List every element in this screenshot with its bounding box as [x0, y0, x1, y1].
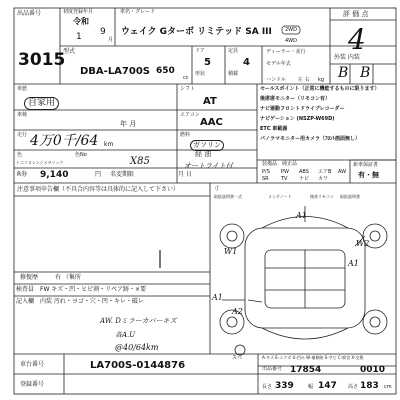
- reg-month: 9: [100, 27, 106, 37]
- lot-number: 3015: [18, 50, 66, 70]
- entry-items: 内装 汚れ・ヨゴ・穴・凹・キレ・破レ: [40, 298, 144, 305]
- damage-legend: A-キズ E-エクボ U-凹み W-補修跡 S-サビ C-腐食 X-交換: [262, 355, 364, 360]
- entry-label: 記入欄: [16, 298, 35, 305]
- chassis-number: LA700S-0144876: [90, 360, 186, 371]
- width-label: 幅: [308, 384, 314, 390]
- notice-label: 注意事項申告欄（不具合内容等は具体的に記入して下さい）: [17, 186, 180, 193]
- kg-unit: kg: [318, 77, 325, 83]
- equipment-genuine: 純正品: [282, 161, 298, 167]
- equip-pw: PW: [281, 169, 289, 175]
- mileage-value: 4万0千/64: [30, 133, 99, 149]
- equip-navi: ナビ: [299, 176, 310, 182]
- color-name: トニコオレンジメタリック: [16, 160, 64, 165]
- damage-mark: A1: [212, 293, 223, 302]
- extra-item: 取扱説明書一式: [214, 194, 242, 199]
- extra-item: メンテノート: [268, 194, 292, 199]
- inspector-label: 検査員: [16, 286, 35, 293]
- equip-sr: SR: [262, 176, 269, 182]
- cm-unit: cm: [384, 384, 392, 390]
- lot-label: 出品番号: [17, 10, 42, 17]
- exterior-grade: B: [338, 65, 349, 81]
- fuel-label: 燃料: [180, 132, 191, 138]
- capacity-value: 4: [243, 57, 250, 68]
- car-name: ウェイク Gターボ リミテッド SA III: [121, 27, 272, 37]
- handle-label: ハンドル: [266, 77, 287, 83]
- fuel-value: ガソリン: [190, 140, 224, 151]
- sales-point-item: パノラマモニター用カメラ（ﾌﾛﾝﾄ画面無し）: [260, 136, 361, 142]
- ac-label: エアコン: [180, 112, 200, 118]
- warranty-label: 新車保証書: [353, 162, 379, 168]
- equip-abs: ABS: [299, 169, 309, 175]
- drive-4wd: 4WD: [285, 38, 297, 44]
- km-unit: km: [104, 141, 114, 148]
- sales-points-title: セールスポイント（正常に機能するものに限ります）: [260, 86, 380, 92]
- chassis-label: 車台番号: [20, 361, 45, 368]
- shipping-no-label: 出品番号: [262, 366, 283, 372]
- car-use-label: 車歴: [17, 86, 28, 92]
- interior-exterior-label: 外装 内装: [334, 54, 360, 61]
- month-unit: 月: [108, 37, 114, 43]
- model-year-label: モデル年式: [266, 61, 291, 67]
- height-value: 183: [360, 381, 379, 391]
- load-label: 積載: [228, 71, 239, 77]
- transmission-note: オートライト付: [184, 162, 233, 170]
- cc-unit: cc: [183, 75, 189, 81]
- handwritten-note: @40/64km: [115, 343, 159, 352]
- transmission-label: 経 油: [195, 150, 212, 158]
- name-change-label: 名変期限: [110, 171, 135, 178]
- car-use-value: 自家用: [24, 97, 59, 110]
- damage-mark: A1: [348, 259, 359, 268]
- length-value: 339: [275, 381, 294, 391]
- model-label: 型式: [63, 48, 76, 55]
- equip-tv: TV: [281, 176, 288, 182]
- length-label: 長さ: [262, 384, 273, 390]
- extra-item: 後席リモコン: [310, 194, 334, 199]
- drive-2wd: 2WD: [285, 27, 297, 33]
- damage-mark: W2: [356, 239, 370, 248]
- repair-value: 有 （集所: [55, 274, 81, 281]
- sales-point-item: ナビゲーション (NSZP-W69D): [260, 116, 335, 122]
- recycle-unit: 円: [95, 171, 102, 178]
- model-code: DBA-LA700S: [80, 66, 150, 77]
- score-label: 評 価 点: [343, 10, 369, 18]
- inspector-items: FW キズ・凹・ヒビ割・リペア跡・×要: [40, 286, 147, 293]
- width-value: 147: [318, 381, 337, 391]
- equip-aw: AW: [338, 169, 347, 175]
- doors-label: ドア: [195, 48, 205, 54]
- equipment-label: 装備品: [262, 161, 278, 167]
- equip-airbag: エアB: [318, 169, 332, 175]
- score-value: 4: [348, 23, 366, 56]
- equip-ps: P/S: [262, 169, 270, 175]
- sales-point-item: ETC 車載器: [260, 126, 288, 132]
- first-reg-label: 初度登録年月: [63, 9, 94, 15]
- doors-value: 5: [204, 57, 211, 68]
- car-name-label: 車名・グレード: [120, 9, 156, 15]
- color-no-label: 色No: [75, 152, 87, 158]
- name-change-unit: 月 日: [178, 171, 192, 178]
- dealer-label: ディーラー・並行: [266, 49, 306, 55]
- mileage-label: 走行: [17, 132, 28, 138]
- handle-value: 左 右: [298, 77, 310, 83]
- shift-label: シフト: [180, 86, 196, 92]
- handwritten-note: AW. Dミラーカバーキズ: [100, 317, 177, 325]
- extra-label: 寸: [214, 186, 220, 192]
- reg-number-label: 登録番号: [20, 381, 45, 388]
- damage-mark: A1: [296, 211, 307, 220]
- era: 令和: [73, 17, 89, 26]
- damage-mark: A2: [232, 307, 243, 316]
- shift-value: AT: [203, 96, 217, 107]
- sales-point-item: ナビ連動フロントドライブレコーダー: [260, 106, 345, 112]
- capacity-label: 定員: [228, 48, 239, 54]
- inspection-unit: 年 月: [120, 120, 137, 128]
- color-label: 色: [17, 152, 23, 158]
- repair-label: 修復歴: [20, 274, 39, 281]
- damage-mark: W1: [224, 247, 238, 256]
- displacement: 650: [156, 66, 175, 76]
- extra-item: 取扱説明書: [340, 194, 360, 199]
- recycle-value: 9,140: [40, 170, 69, 180]
- footer-col1: 17854: [290, 365, 322, 375]
- inspection-label: 車検: [17, 112, 28, 118]
- sales-point-item: 後席席モニター（リモコン有）: [260, 96, 331, 102]
- warranty-value: 有・無: [358, 171, 379, 179]
- height-label: 高さ: [348, 384, 359, 390]
- footer-col2: 0010: [360, 365, 386, 375]
- shape-label: 形状: [195, 71, 206, 77]
- color-code: X85: [130, 156, 150, 167]
- handwritten-note: 各A.U: [115, 331, 136, 339]
- equip-leather: カワ: [318, 176, 329, 182]
- recycle-label: R券: [17, 171, 28, 178]
- car-diagram: [160, 206, 387, 355]
- reg-year: 1: [76, 32, 82, 42]
- spare-label: スペ: [232, 355, 243, 361]
- interior-grade: B: [360, 65, 371, 81]
- ac-value: AAC: [200, 117, 223, 128]
